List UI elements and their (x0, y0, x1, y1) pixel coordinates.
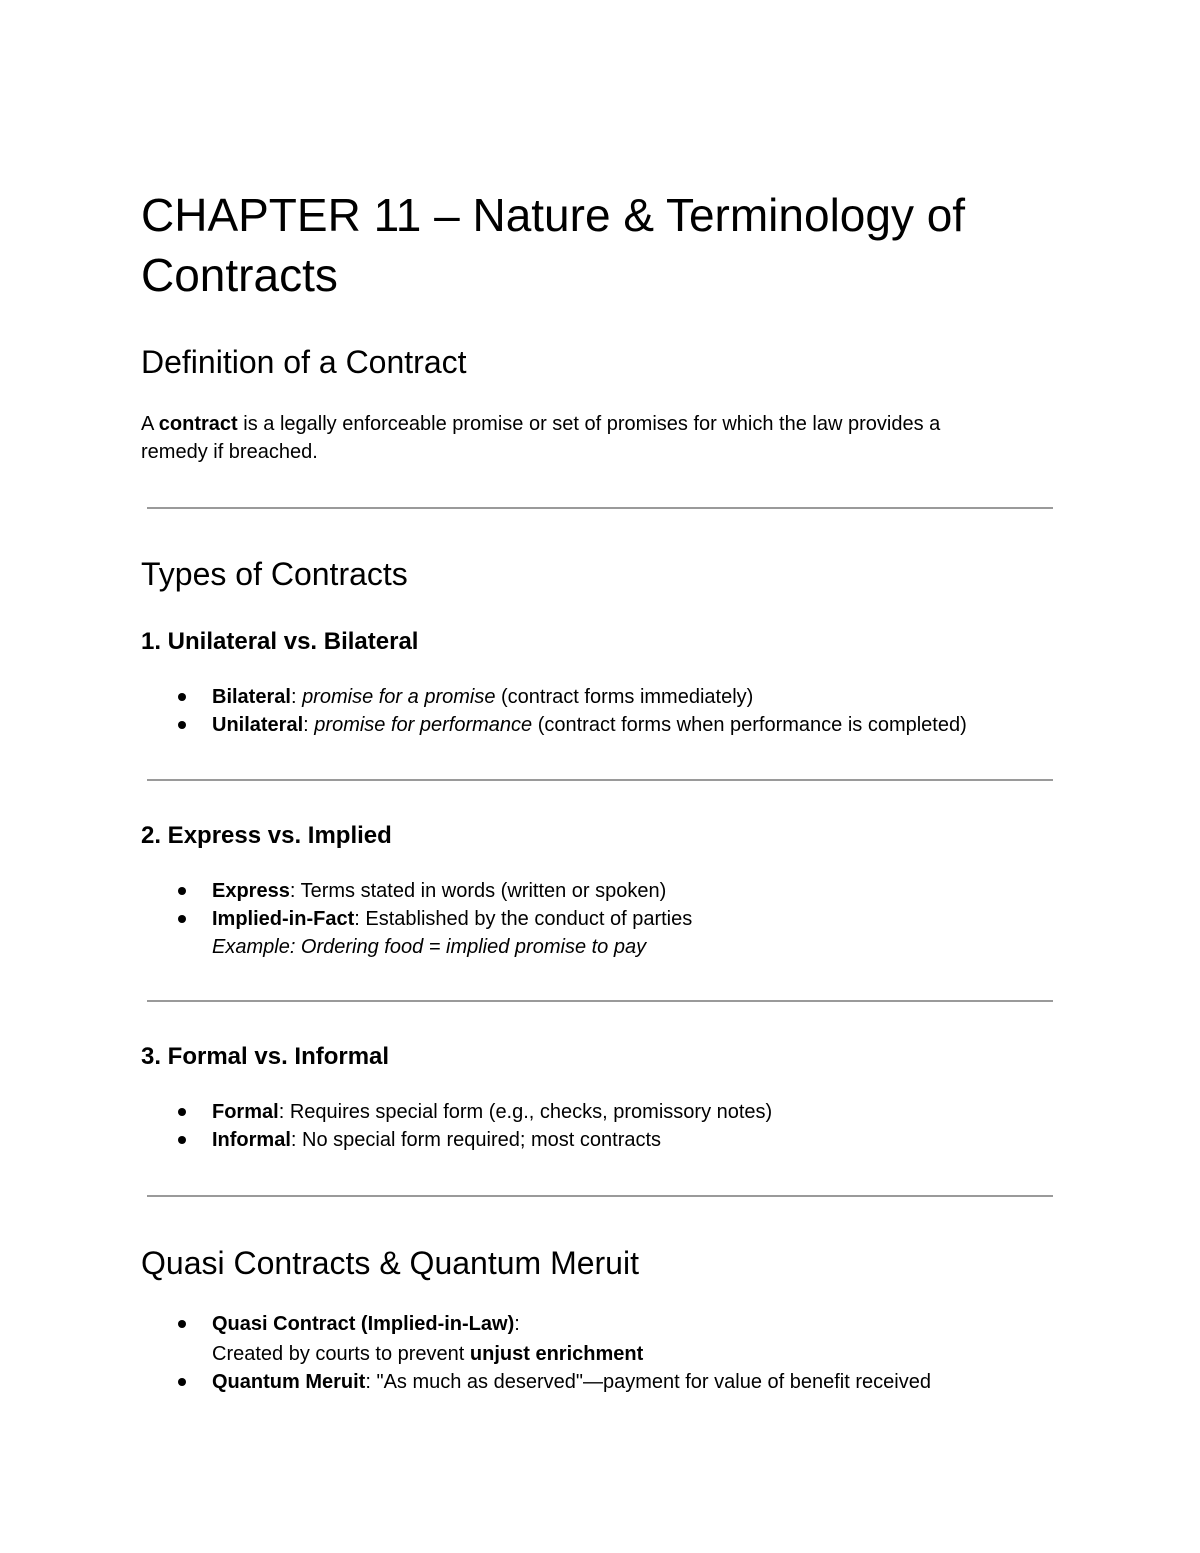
definition-term: contract (158, 413, 238, 435)
description: Terms stated in words (written or spoken) (300, 880, 667, 902)
list-item-text (212, 1368, 931, 1396)
definition-line-2: remedy if breached. (141, 441, 318, 463)
list-item-text (212, 905, 692, 933)
bullet-icon (178, 887, 186, 895)
bullet-icon (178, 1108, 186, 1116)
term: Unilateral (212, 714, 304, 736)
description: Requires special form (e.g., checks, promissory notes) (289, 1101, 773, 1123)
term: Bilateral (212, 686, 291, 708)
quasi-contract-description (212, 1340, 643, 1368)
description: No special form required; most contracts (302, 1129, 662, 1151)
unilateral-bilateral-heading: 1. Unilateral vs. Bilateral (141, 628, 419, 655)
italic-phrase: promise for performance (314, 714, 533, 736)
term: unjust enrichment (469, 1343, 644, 1365)
chapter-title-line-1: CHAPTER 11 – Nature & Terminology of (141, 189, 966, 241)
term: Quasi Contract (Implied-in-Law) (212, 1313, 515, 1335)
separator: : (303, 714, 315, 736)
implied-example: Example: Ordering food = implied promise to pay (212, 936, 647, 958)
bullet-icon (178, 721, 186, 729)
bullet-icon (178, 915, 186, 923)
section-divider (147, 779, 1053, 781)
list-item-text (212, 683, 753, 711)
description: Created by courts to prevent (212, 1343, 470, 1365)
bullet-icon (178, 693, 186, 701)
bullet-icon (178, 1320, 186, 1328)
section-divider (147, 1000, 1053, 1002)
description: (contract forms immediately) (495, 686, 754, 708)
express-implied-heading: 2. Express vs. Implied (141, 822, 392, 849)
term: Quantum Meruit (212, 1371, 366, 1393)
quasi-heading: Quasi Contracts & Quantum Meruit (141, 1245, 639, 1281)
section-divider (147, 507, 1053, 509)
separator: : (290, 1129, 303, 1151)
description: (contract forms when performance is completed) (532, 714, 967, 736)
list-item-text (212, 1126, 661, 1154)
description: Established by the conduct of parties (365, 908, 693, 930)
bullet-icon (178, 1136, 186, 1144)
term: Implied-in-Fact (212, 908, 355, 930)
list-item-text (212, 711, 967, 739)
definition-line-1 (141, 410, 940, 438)
description: "As much as deserved"—payment for value of benefit received (376, 1371, 931, 1393)
chapter-title-line-2: Contracts (141, 249, 338, 301)
term: Informal (212, 1129, 291, 1151)
separator: : (354, 908, 366, 930)
list-item-text (212, 877, 666, 905)
section-divider (147, 1195, 1053, 1197)
formal-informal-heading: 3. Formal vs. Informal (141, 1043, 390, 1070)
types-heading: Types of Contracts (141, 556, 408, 592)
term: Express (212, 880, 290, 902)
separator: : (365, 1371, 377, 1393)
italic-phrase: promise for a promise (302, 686, 496, 708)
separator: : (278, 1101, 290, 1123)
bullet-icon (178, 1378, 186, 1386)
list-item-text (212, 1310, 520, 1338)
separator: : (514, 1313, 520, 1335)
term: Formal (212, 1101, 279, 1123)
definition-line-1-pre: A (141, 413, 159, 435)
definition-heading: Definition of a Contract (141, 344, 467, 380)
list-item-text (212, 1098, 772, 1126)
separator: : (289, 880, 301, 902)
definition-line-1-post: is a legally enforceable promise or set of promises for which the law provides a (237, 413, 941, 435)
separator: : (290, 686, 303, 708)
